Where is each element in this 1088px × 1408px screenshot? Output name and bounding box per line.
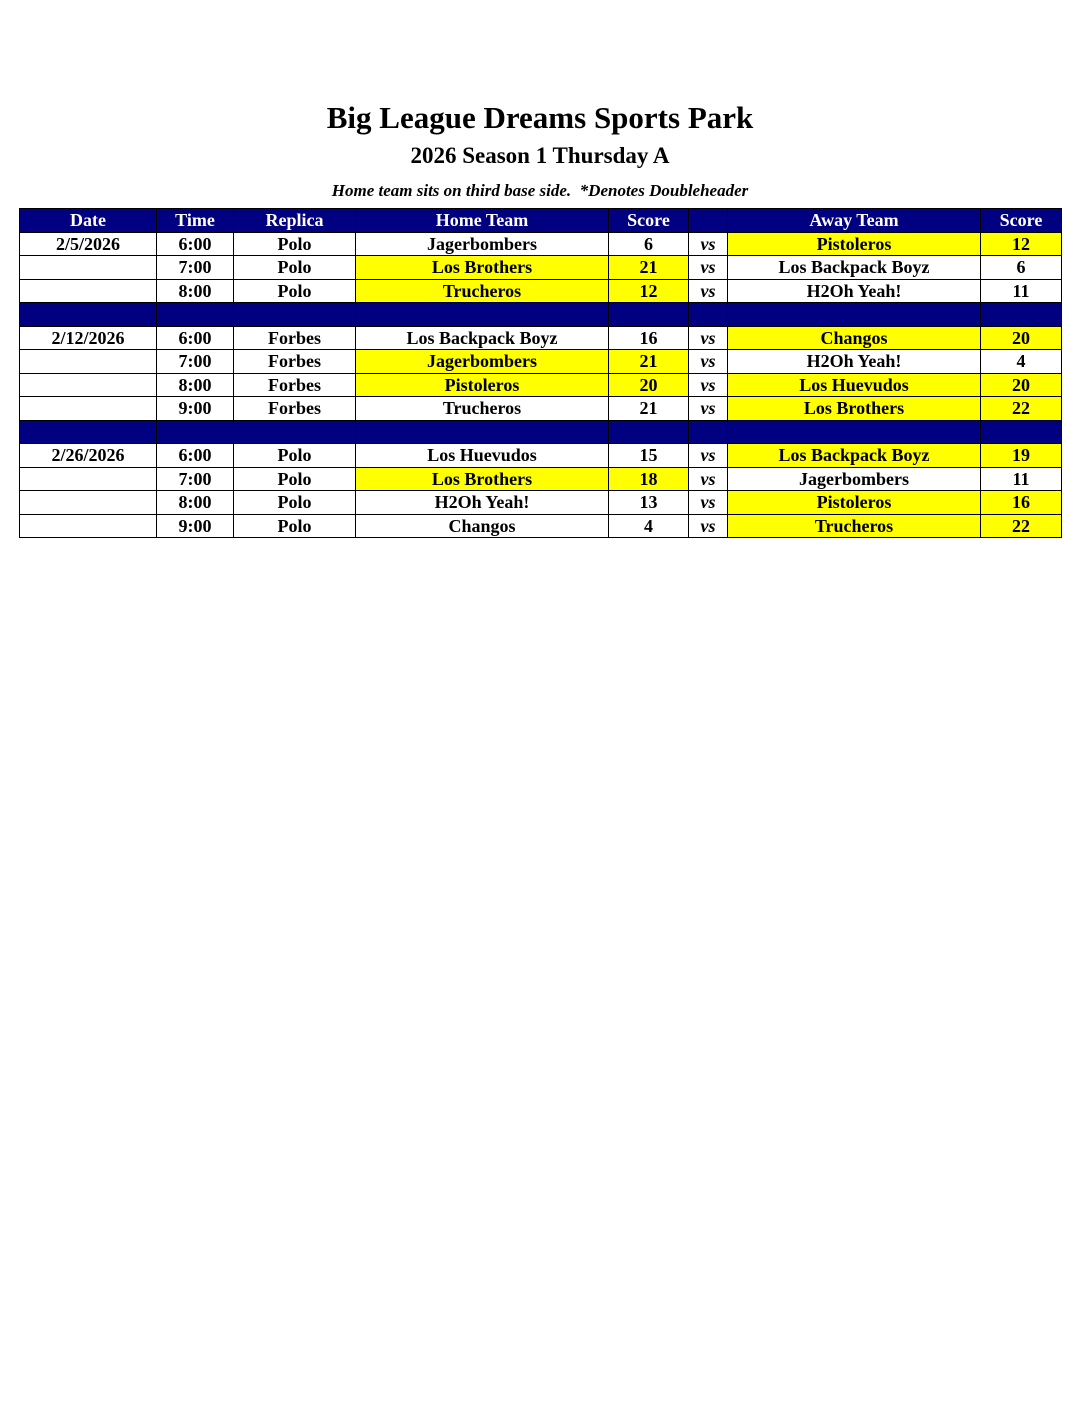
home-team-cell: Los Brothers bbox=[356, 467, 609, 491]
away-score-cell: 6 bbox=[981, 256, 1062, 280]
home-team-cell: Changos bbox=[356, 514, 609, 538]
away-score-cell: 11 bbox=[981, 279, 1062, 303]
away-score-cell: 16 bbox=[981, 491, 1062, 515]
time-cell: 9:00 bbox=[157, 397, 234, 421]
home-score-cell: 16 bbox=[609, 326, 689, 350]
separator-cell bbox=[20, 303, 157, 327]
home-team-cell: Trucheros bbox=[356, 397, 609, 421]
home-score-cell: 20 bbox=[609, 373, 689, 397]
home-team-cell: Los Backpack Boyz bbox=[356, 326, 609, 350]
separator-cell bbox=[234, 303, 356, 327]
separator-cell bbox=[728, 420, 981, 444]
separator-cell bbox=[981, 303, 1062, 327]
table-row bbox=[20, 373, 1062, 397]
home-score-cell: 15 bbox=[609, 444, 689, 468]
away-team-cell: Los Huevudos bbox=[728, 373, 981, 397]
table-row bbox=[20, 256, 1062, 280]
schedule-body bbox=[20, 232, 1062, 538]
away-team-cell: Jagerbombers bbox=[728, 467, 981, 491]
away-score-cell: 20 bbox=[981, 326, 1062, 350]
home-team-cell: H2Oh Yeah! bbox=[356, 491, 609, 515]
table-row bbox=[20, 514, 1062, 538]
date-cell: 2/26/2026 bbox=[20, 444, 157, 468]
replica-cell: Forbes bbox=[234, 397, 356, 421]
replica-cell: Polo bbox=[234, 444, 356, 468]
replica-cell: Polo bbox=[234, 232, 356, 256]
table-row bbox=[20, 397, 1062, 421]
schedule-note: Home team sits on third base side. *Denotes Doubleheader bbox=[331, 181, 749, 200]
table-row bbox=[20, 444, 1062, 468]
replica-cell: Polo bbox=[234, 279, 356, 303]
separator-cell bbox=[981, 420, 1062, 444]
date-cell: 2/12/2026 bbox=[20, 326, 157, 350]
table-row bbox=[20, 279, 1062, 303]
separator-cell bbox=[689, 303, 728, 327]
column-header-home-score: Score bbox=[609, 209, 689, 233]
away-score-cell: 22 bbox=[981, 397, 1062, 421]
separator-cell bbox=[20, 420, 157, 444]
separator-cell bbox=[157, 303, 234, 327]
column-header-away-team: Away Team bbox=[728, 209, 981, 233]
separator-cell bbox=[689, 420, 728, 444]
away-score-cell: 11 bbox=[981, 467, 1062, 491]
vs-cell: vs bbox=[689, 256, 728, 280]
page-title: Big League Dreams Sports Park bbox=[326, 100, 754, 135]
date-cell bbox=[20, 514, 157, 538]
away-score-cell: 22 bbox=[981, 514, 1062, 538]
time-cell: 7:00 bbox=[157, 256, 234, 280]
separator-row bbox=[20, 420, 1062, 444]
date-cell bbox=[20, 256, 157, 280]
table-row bbox=[20, 326, 1062, 350]
away-team-cell: H2Oh Yeah! bbox=[728, 279, 981, 303]
away-team-cell: Pistoleros bbox=[728, 491, 981, 515]
time-cell: 6:00 bbox=[157, 444, 234, 468]
away-score-cell: 12 bbox=[981, 232, 1062, 256]
home-score-cell: 12 bbox=[609, 279, 689, 303]
vs-cell: vs bbox=[689, 373, 728, 397]
away-team-cell: Los Brothers bbox=[728, 397, 981, 421]
column-header-away-score: Score bbox=[981, 209, 1062, 233]
home-team-cell: Los Huevudos bbox=[356, 444, 609, 468]
away-team-cell: Trucheros bbox=[728, 514, 981, 538]
date-cell bbox=[20, 491, 157, 515]
table-row bbox=[20, 232, 1062, 256]
date-cell bbox=[20, 397, 157, 421]
date-cell bbox=[20, 467, 157, 491]
separator-row bbox=[20, 303, 1062, 327]
home-score-cell: 21 bbox=[609, 397, 689, 421]
away-team-cell: Los Backpack Boyz bbox=[728, 444, 981, 468]
replica-cell: Polo bbox=[234, 514, 356, 538]
home-team-cell: Los Brothers bbox=[356, 256, 609, 280]
replica-cell: Forbes bbox=[234, 350, 356, 374]
vs-cell: vs bbox=[689, 350, 728, 374]
away-score-cell: 19 bbox=[981, 444, 1062, 468]
vs-cell: vs bbox=[689, 326, 728, 350]
column-header-home-team: Home Team bbox=[356, 209, 609, 233]
schedule-table bbox=[19, 208, 1062, 538]
replica-cell: Polo bbox=[234, 467, 356, 491]
date-cell bbox=[20, 279, 157, 303]
vs-cell: vs bbox=[689, 397, 728, 421]
replica-cell: Forbes bbox=[234, 326, 356, 350]
time-cell: 9:00 bbox=[157, 514, 234, 538]
time-cell: 7:00 bbox=[157, 350, 234, 374]
vs-cell: vs bbox=[689, 232, 728, 256]
separator-cell bbox=[356, 303, 609, 327]
replica-cell: Polo bbox=[234, 491, 356, 515]
table-row bbox=[20, 491, 1062, 515]
separator-cell bbox=[609, 420, 689, 444]
date-cell bbox=[20, 350, 157, 374]
away-team-cell: Los Backpack Boyz bbox=[728, 256, 981, 280]
page-subtitle: 2026 Season 1 Thursday A bbox=[410, 143, 670, 168]
home-score-cell: 13 bbox=[609, 491, 689, 515]
away-team-cell: H2Oh Yeah! bbox=[728, 350, 981, 374]
vs-cell: vs bbox=[689, 491, 728, 515]
time-cell: 8:00 bbox=[157, 279, 234, 303]
away-team-cell: Changos bbox=[728, 326, 981, 350]
home-team-cell: Jagerbombers bbox=[356, 350, 609, 374]
column-header-replica: Replica bbox=[234, 209, 356, 233]
time-cell: 8:00 bbox=[157, 373, 234, 397]
home-score-cell: 21 bbox=[609, 350, 689, 374]
time-cell: 7:00 bbox=[157, 467, 234, 491]
separator-cell bbox=[356, 420, 609, 444]
table-row bbox=[20, 350, 1062, 374]
replica-cell: Forbes bbox=[234, 373, 356, 397]
away-score-cell: 20 bbox=[981, 373, 1062, 397]
column-header-vs bbox=[689, 209, 728, 233]
away-score-cell: 4 bbox=[981, 350, 1062, 374]
separator-cell bbox=[609, 303, 689, 327]
time-cell: 8:00 bbox=[157, 491, 234, 515]
vs-cell: vs bbox=[689, 467, 728, 491]
table-row bbox=[20, 467, 1062, 491]
column-header-date: Date bbox=[20, 209, 157, 233]
home-score-cell: 4 bbox=[609, 514, 689, 538]
separator-cell bbox=[234, 420, 356, 444]
column-header-time: Time bbox=[157, 209, 234, 233]
vs-cell: vs bbox=[689, 514, 728, 538]
time-cell: 6:00 bbox=[157, 326, 234, 350]
away-team-cell: Pistoleros bbox=[728, 232, 981, 256]
home-team-cell: Jagerbombers bbox=[356, 232, 609, 256]
replica-cell: Polo bbox=[234, 256, 356, 280]
home-score-cell: 21 bbox=[609, 256, 689, 280]
separator-cell bbox=[157, 420, 234, 444]
date-cell: 2/5/2026 bbox=[20, 232, 157, 256]
home-score-cell: 18 bbox=[609, 467, 689, 491]
separator-cell bbox=[728, 303, 981, 327]
vs-cell: vs bbox=[689, 444, 728, 468]
vs-cell: vs bbox=[689, 279, 728, 303]
date-cell bbox=[20, 373, 157, 397]
time-cell: 6:00 bbox=[157, 232, 234, 256]
home-score-cell: 6 bbox=[609, 232, 689, 256]
home-team-cell: Trucheros bbox=[356, 279, 609, 303]
table-header-row bbox=[20, 209, 1062, 233]
home-team-cell: Pistoleros bbox=[356, 373, 609, 397]
